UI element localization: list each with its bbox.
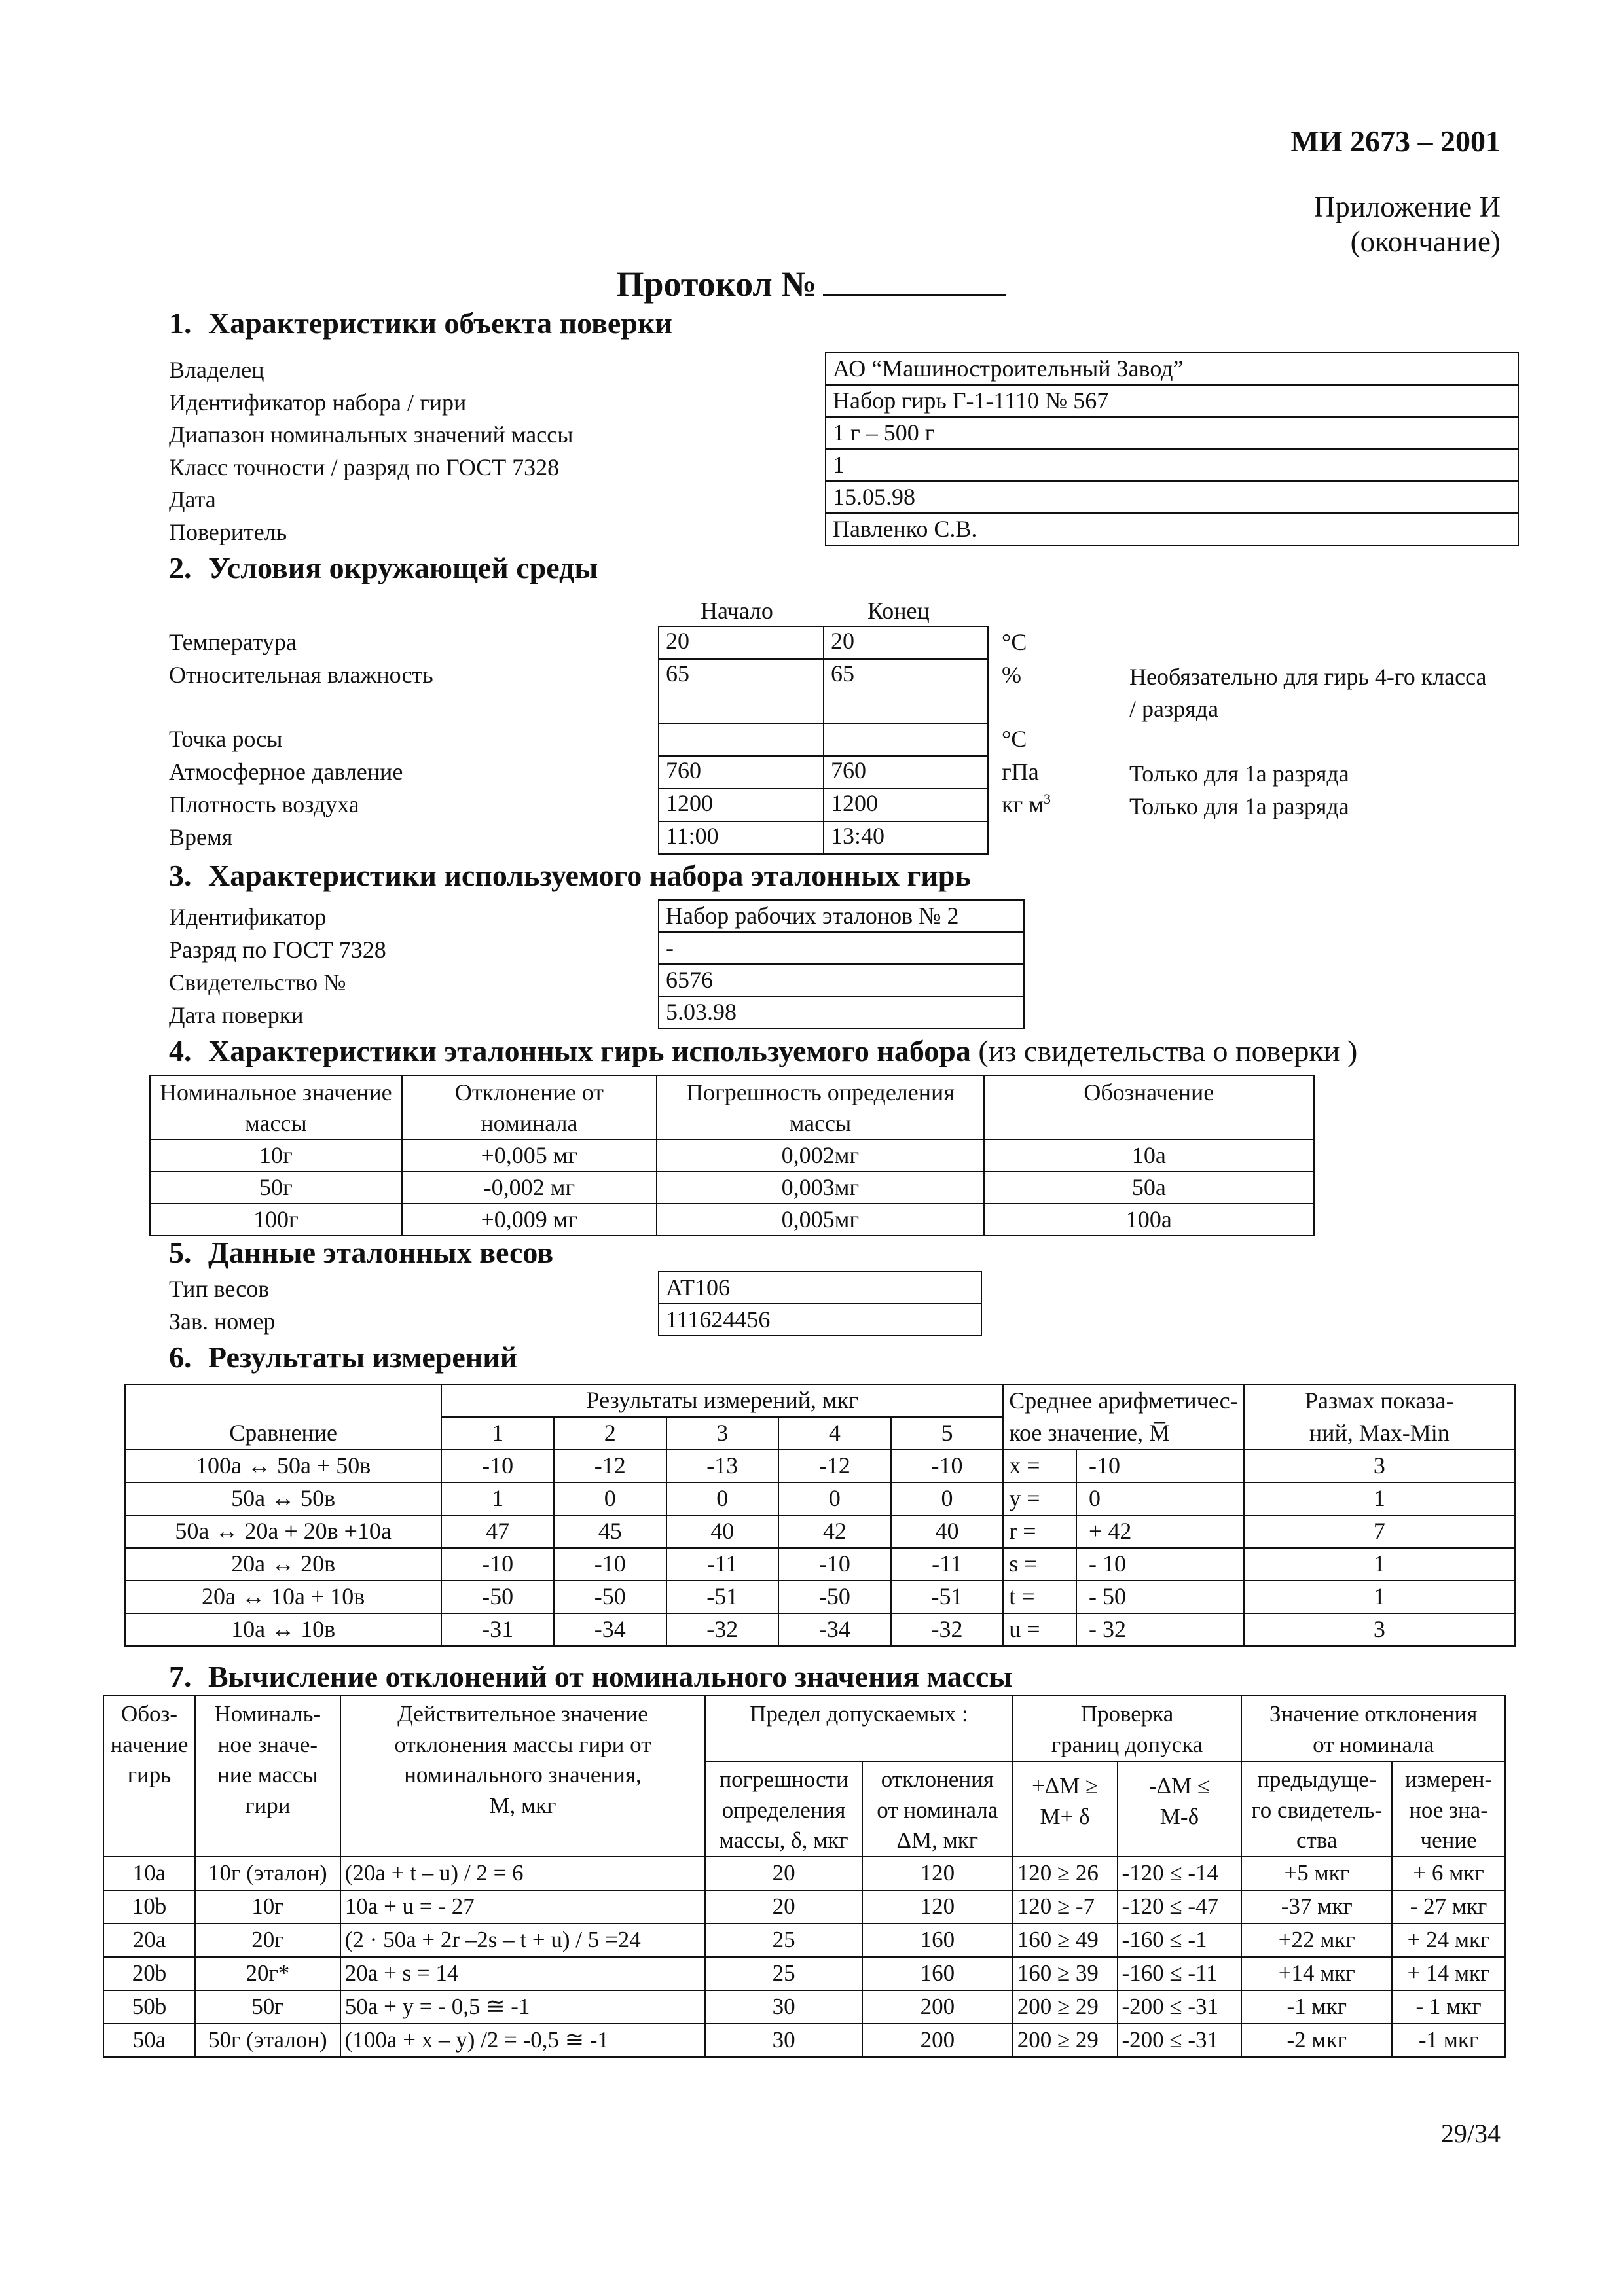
previous-deviation-cell: +14 мкг bbox=[1241, 1957, 1392, 1990]
measured-deviation-cell: - 1 мкг bbox=[1392, 1990, 1505, 2024]
check-minus-header: -ΔM ≤ M-δ bbox=[1118, 1761, 1242, 1857]
mean-symbol-cell: u = bbox=[1003, 1613, 1076, 1646]
section-title: Данные эталонных весов bbox=[208, 1236, 554, 1269]
field-label: Поверитель bbox=[169, 518, 287, 545]
result-row bbox=[125, 1450, 1515, 1482]
condition-start: 11:00 bbox=[659, 821, 824, 854]
measurement-cell: -50 bbox=[778, 1581, 891, 1613]
measured-deviation-cell: - 27 мкг bbox=[1392, 1890, 1505, 1924]
limit-deviation-cell: 160 bbox=[862, 1957, 1013, 1990]
mean-value-cell: - 10 bbox=[1076, 1548, 1244, 1581]
mean-symbol-cell: x = bbox=[1003, 1450, 1076, 1482]
measurement-cell: 0 bbox=[554, 1482, 666, 1515]
measurement-cell: 0 bbox=[778, 1482, 891, 1515]
limit-deviation-cell: 120 bbox=[862, 1857, 1013, 1890]
table-row bbox=[150, 1172, 1314, 1204]
section-number: 7. bbox=[169, 1660, 192, 1693]
comparison-cell: 20a ↔ 10a + 10в bbox=[125, 1581, 441, 1613]
condition-unit: гПа bbox=[1002, 759, 1039, 785]
measurement-cell: -32 bbox=[666, 1613, 779, 1646]
condition-label: Точка росы bbox=[169, 726, 283, 752]
compare-header: Сравнение bbox=[125, 1417, 441, 1450]
comparison-cell: 50a ↔ 50в bbox=[125, 1482, 441, 1515]
condition-note: Необязательно для гирь 4-го класса / разряда bbox=[1129, 664, 1487, 722]
table-cell: +0,009 мг bbox=[402, 1204, 657, 1236]
actual-deviation-cell: 10a + u = - 27 bbox=[340, 1890, 705, 1924]
deviation-value-header: Значение отклонения от номинала bbox=[1241, 1696, 1505, 1761]
range-cell: 1 bbox=[1244, 1548, 1515, 1581]
check-minus-cell: -160 ≤ -1 bbox=[1118, 1924, 1242, 1957]
table-cell: -0,002 мг bbox=[402, 1172, 657, 1204]
column-header: Обозначение bbox=[984, 1075, 1314, 1139]
measurement-column-header: 5 bbox=[891, 1417, 1004, 1450]
field-row bbox=[826, 417, 1518, 449]
mean-value-cell: -10 bbox=[1076, 1450, 1244, 1482]
mean-header bbox=[1003, 1384, 1243, 1417]
table-cell: 50г bbox=[150, 1172, 402, 1204]
section-title: Условия окружающей среды bbox=[208, 551, 598, 584]
section-number: 6. bbox=[169, 1340, 192, 1374]
deviation-calculation-table bbox=[103, 1695, 1506, 2058]
limit-error-cell: 25 bbox=[705, 1924, 862, 1957]
limit-error-cell: 25 bbox=[705, 1957, 862, 1990]
limit-deviation-cell: 160 bbox=[862, 1924, 1013, 1957]
section-1-heading bbox=[169, 305, 672, 341]
deviation-row bbox=[103, 1890, 1505, 1924]
section-1-values-table bbox=[825, 352, 1519, 546]
tolerance-check-header: Проверка границ допуска bbox=[1013, 1696, 1242, 1761]
measurement-cell: -32 bbox=[891, 1613, 1004, 1646]
check-plus-cell: 200 ≥ 29 bbox=[1013, 1990, 1118, 2024]
field-label: Идентификатор набора / гири bbox=[169, 389, 467, 416]
condition-note: Только для 1а разряда bbox=[1129, 793, 1349, 819]
previous-deviation-cell: -37 мкг bbox=[1241, 1890, 1392, 1924]
previous-certificate-header: предыдуще- го свидетель- ства bbox=[1241, 1761, 1392, 1857]
deviation-row bbox=[103, 2024, 1505, 2057]
measurement-cell: -10 bbox=[554, 1548, 666, 1581]
measurement-cell: -10 bbox=[778, 1548, 891, 1581]
check-minus-cell: -200 ≤ -31 bbox=[1118, 2024, 1242, 2057]
section-5-values-table bbox=[658, 1271, 982, 1336]
measured-deviation-cell: + 14 мкг bbox=[1392, 1957, 1505, 1990]
condition-start: 1200 bbox=[659, 789, 824, 821]
range-header bbox=[1244, 1384, 1515, 1417]
designation-cell: 50a bbox=[103, 2024, 195, 2057]
column-end-label: Конец bbox=[867, 598, 930, 624]
comparison-cell: 10a ↔ 10в bbox=[125, 1613, 441, 1646]
measured-deviation-cell: + 6 мкг bbox=[1392, 1857, 1505, 1890]
actual-deviation-cell: (2 · 50a + 2r –2s – t + u) / 5 =24 bbox=[340, 1924, 705, 1957]
check-plus-cell: 160 ≥ 39 bbox=[1013, 1957, 1118, 1990]
column-header: Номинальное значение массы bbox=[150, 1075, 402, 1139]
column-start-label: Начало bbox=[701, 598, 773, 624]
designation-header: Обоз- начение гирь bbox=[103, 1696, 195, 1857]
check-plus-cell: 120 ≥ -7 bbox=[1013, 1890, 1118, 1924]
condition-row bbox=[659, 723, 988, 756]
measurement-cell: -34 bbox=[554, 1613, 666, 1646]
measurement-cell: 40 bbox=[666, 1515, 779, 1548]
condition-label: Атмосферное давление bbox=[169, 759, 403, 785]
measurement-cell: -50 bbox=[554, 1581, 666, 1613]
condition-label: Температура bbox=[169, 629, 297, 655]
table-row bbox=[150, 1139, 1314, 1172]
nominal-cell: 50г bbox=[195, 1990, 340, 2024]
condition-row bbox=[659, 789, 988, 821]
environment-table bbox=[658, 626, 989, 855]
previous-deviation-cell: -1 мкг bbox=[1241, 1990, 1392, 2024]
section-title: Результаты измерений bbox=[208, 1340, 518, 1374]
condition-label: Относительная влажность bbox=[169, 662, 433, 688]
range-cell: 3 bbox=[1244, 1613, 1515, 1646]
measurement-column-header: 2 bbox=[554, 1417, 666, 1450]
table-cell: 50a bbox=[984, 1172, 1314, 1204]
measurement-cell: 47 bbox=[441, 1515, 554, 1548]
field-value: 5.03.98 bbox=[659, 996, 1024, 1028]
check-minus-cell: -200 ≤ -31 bbox=[1118, 1990, 1242, 2024]
field-label: Диапазон номинальных значений массы bbox=[169, 422, 574, 448]
condition-start: 760 bbox=[659, 756, 824, 789]
unit-exponent: 3 bbox=[1044, 791, 1051, 807]
measurement-results-table bbox=[124, 1384, 1516, 1647]
result-row bbox=[125, 1515, 1515, 1548]
field-value: 15.05.98 bbox=[826, 481, 1518, 513]
comparison-cell: 20a ↔ 20в bbox=[125, 1548, 441, 1581]
field-value: АО “Машиностроительный Завод” bbox=[826, 353, 1518, 385]
appendix-label bbox=[1314, 190, 1501, 259]
results-group-header: Результаты измерений, мкг bbox=[441, 1384, 1003, 1417]
range-header-line1: Размах показа- bbox=[1305, 1387, 1454, 1414]
check-minus-cell: -120 ≤ -47 bbox=[1118, 1890, 1242, 1924]
section-3-heading bbox=[169, 857, 971, 893]
field-value: Павленко С.В. bbox=[826, 513, 1518, 545]
measurement-cell: -12 bbox=[778, 1450, 891, 1482]
mean-value-cell: - 50 bbox=[1076, 1581, 1244, 1613]
table-row bbox=[150, 1204, 1314, 1236]
section-2-heading bbox=[169, 550, 598, 586]
condition-unit: % bbox=[1002, 662, 1021, 688]
field-label: Класс точности / разряд по ГОСТ 7328 bbox=[169, 454, 560, 480]
field-row bbox=[826, 385, 1518, 417]
section-title: Характеристики используемого набора эталонных гирь bbox=[208, 859, 971, 892]
condition-unit: кг $м^3$ bbox=[1002, 791, 1051, 817]
field-row bbox=[826, 481, 1518, 513]
limits-header: Предел допускаемых : bbox=[705, 1696, 1013, 1761]
section-number: 5. bbox=[169, 1236, 192, 1269]
actual-deviation-cell: (20a + t – u) / 2 = 6 bbox=[340, 1857, 705, 1890]
condition-label: Плотность воздуха bbox=[169, 791, 359, 817]
measurement-cell: -10 bbox=[441, 1548, 554, 1581]
table-cell: 10г bbox=[150, 1139, 402, 1172]
deviation-row bbox=[103, 1957, 1505, 1990]
nominal-header: Номиналь- ное значе- ние массы гири bbox=[195, 1696, 340, 1857]
mean-header-line1: Среднее арифметичес- bbox=[1009, 1387, 1238, 1414]
condition-end bbox=[824, 723, 988, 756]
condition-end: 1200 bbox=[824, 789, 988, 821]
nominal-cell: 50г (эталон) bbox=[195, 2024, 340, 2057]
measurement-column-header: 4 bbox=[778, 1417, 891, 1450]
field-label: Свидетельство № bbox=[169, 969, 346, 996]
measurement-cell: -11 bbox=[666, 1548, 779, 1581]
designation-cell: 20a bbox=[103, 1924, 195, 1957]
condition-label: Время bbox=[169, 824, 233, 850]
protocol-number-blank bbox=[823, 266, 1006, 296]
field-value: Набор рабочих эталонов № 2 bbox=[659, 900, 1024, 932]
nominal-cell: 20г bbox=[195, 1924, 340, 1957]
condition-unit: °C bbox=[1002, 726, 1027, 752]
field-value: - bbox=[659, 932, 1024, 964]
measurement-cell: -50 bbox=[441, 1581, 554, 1613]
designation-cell: 10b bbox=[103, 1890, 195, 1924]
measurement-column-header: 3 bbox=[666, 1417, 779, 1450]
section-title: Характеристики объекта поверки bbox=[208, 306, 672, 340]
limit-deviation-cell: 120 bbox=[862, 1890, 1013, 1924]
condition-row bbox=[659, 821, 988, 854]
table-cell: 0,002мг bbox=[657, 1139, 983, 1172]
designation-cell: 20b bbox=[103, 1957, 195, 1990]
measurement-cell: 40 bbox=[891, 1515, 1004, 1548]
field-label: Разряд по ГОСТ 7328 bbox=[169, 937, 386, 963]
field-value: Набор гирь Г-1-1110 № 567 bbox=[826, 385, 1518, 417]
section-6-heading bbox=[169, 1339, 517, 1375]
condition-end: 13:40 bbox=[824, 821, 988, 854]
field-row bbox=[659, 996, 1024, 1028]
mean-value-cell: - 32 bbox=[1076, 1613, 1244, 1646]
actual-deviation-cell: (100a + x – y) /2 = -0,5 ≅ -1 bbox=[340, 2024, 705, 2057]
measurement-cell: -12 bbox=[554, 1450, 666, 1482]
section-3-values-table bbox=[658, 899, 1025, 1029]
result-row bbox=[125, 1613, 1515, 1646]
result-row bbox=[125, 1548, 1515, 1581]
condition-end: 20 bbox=[824, 626, 988, 659]
check-minus-cell: -120 ≤ -14 bbox=[1118, 1857, 1242, 1890]
mean-symbol-cell: t = bbox=[1003, 1581, 1076, 1613]
table-cell: 0,003мг bbox=[657, 1172, 983, 1204]
range-cell: 3 bbox=[1244, 1450, 1515, 1482]
document-code: МИ 2673 – 2001 bbox=[1290, 124, 1501, 158]
condition-row bbox=[659, 626, 988, 659]
section-number: 2. bbox=[169, 551, 192, 584]
mean-value-cell: + 42 bbox=[1076, 1515, 1244, 1548]
table-header-row bbox=[150, 1075, 1314, 1139]
table-cell: 100г bbox=[150, 1204, 402, 1236]
check-plus-cell: 160 ≥ 49 bbox=[1013, 1924, 1118, 1957]
condition-row bbox=[659, 756, 988, 789]
check-plus-cell: 200 ≥ 29 bbox=[1013, 2024, 1118, 2057]
check-plus-header: +ΔM ≥ M+ δ bbox=[1013, 1761, 1118, 1857]
condition-note: Только для 1а разряда bbox=[1129, 761, 1349, 787]
protocol-title bbox=[0, 263, 1623, 306]
section-number: 4. bbox=[169, 1034, 192, 1067]
limit-error-header: погрешности определения массы, δ, мкг bbox=[705, 1761, 862, 1857]
condition-end: 65 bbox=[824, 659, 988, 723]
section-title: Характеристики эталонных гирь используемого набора bbox=[208, 1034, 971, 1067]
measurement-cell: -31 bbox=[441, 1613, 554, 1646]
nominal-cell: 10г (эталон) bbox=[195, 1857, 340, 1890]
field-row bbox=[659, 932, 1024, 964]
measured-value-header: измерен- ное зна- чение bbox=[1392, 1761, 1505, 1857]
section-number: 1. bbox=[169, 306, 192, 340]
deviation-row bbox=[103, 1990, 1505, 2024]
condition-unit: °C bbox=[1002, 629, 1027, 655]
measurement-cell: -10 bbox=[891, 1450, 1004, 1482]
field-row bbox=[659, 964, 1024, 996]
range-cell: 1 bbox=[1244, 1482, 1515, 1515]
field-row bbox=[659, 1304, 981, 1336]
protocol-title-text: Протокол № bbox=[616, 264, 817, 304]
actual-deviation-cell: 50a + y = - 0,5 ≅ -1 bbox=[340, 1990, 705, 2024]
measurement-cell: -13 bbox=[666, 1450, 779, 1482]
field-value: AT106 bbox=[659, 1272, 981, 1304]
limit-deviation-cell: 200 bbox=[862, 1990, 1013, 2024]
field-value: 1 г – 500 г bbox=[826, 417, 1518, 449]
appendix-suffix: (окончание) bbox=[1350, 225, 1501, 259]
measured-deviation-cell: -1 мкг bbox=[1392, 2024, 1505, 2057]
designation-cell: 10a bbox=[103, 1857, 195, 1890]
deviation-row bbox=[103, 1857, 1505, 1890]
field-label: Идентификатор bbox=[169, 904, 327, 930]
condition-start bbox=[659, 723, 824, 756]
section-7-heading bbox=[169, 1659, 1012, 1695]
limit-error-cell: 30 bbox=[705, 2024, 862, 2057]
section-title-note: (из свидетельства о поверки ) bbox=[978, 1034, 1358, 1067]
table-cell: 10a bbox=[984, 1139, 1314, 1172]
comparison-cell: 50a ↔ 20a + 20в +10a bbox=[125, 1515, 441, 1548]
measurement-cell: -34 bbox=[778, 1613, 891, 1646]
section-4-heading bbox=[169, 1033, 1357, 1069]
appendix-line: Приложение И bbox=[1313, 190, 1501, 223]
condition-row bbox=[659, 659, 988, 723]
mean-header-line2: кое значение, M̅ bbox=[1003, 1417, 1243, 1450]
actual-deviation-header: Действительное значение отклонения массы гири от номинального значения, M, мкг bbox=[340, 1696, 705, 1857]
deviation-row bbox=[103, 1924, 1505, 1957]
nominal-cell: 20г* bbox=[195, 1957, 340, 1990]
reference-weights-table bbox=[149, 1075, 1315, 1236]
check-minus-cell: -160 ≤ -11 bbox=[1118, 1957, 1242, 1990]
measurement-cell: 45 bbox=[554, 1515, 666, 1548]
section-number: 3. bbox=[169, 859, 192, 892]
field-label: Дата bbox=[169, 486, 216, 512]
field-value: 1 bbox=[826, 449, 1518, 481]
range-cell: 7 bbox=[1244, 1515, 1515, 1548]
field-row bbox=[659, 1272, 981, 1304]
column-header: Погрешность определения массы bbox=[657, 1075, 983, 1139]
condition-start: 20 bbox=[659, 626, 824, 659]
mean-value-cell: 0 bbox=[1076, 1482, 1244, 1515]
nominal-cell: 10г bbox=[195, 1890, 340, 1924]
measurement-cell: 42 bbox=[778, 1515, 891, 1548]
section-5-heading bbox=[169, 1234, 553, 1270]
previous-deviation-cell: +5 мкг bbox=[1241, 1857, 1392, 1890]
result-row bbox=[125, 1581, 1515, 1613]
previous-deviation-cell: +22 мкг bbox=[1241, 1924, 1392, 1957]
results-header-blank bbox=[125, 1384, 441, 1417]
limit-error-cell: 20 bbox=[705, 1857, 862, 1890]
field-label: Дата поверки bbox=[169, 1002, 304, 1028]
measurement-cell: 0 bbox=[891, 1482, 1004, 1515]
field-row bbox=[826, 513, 1518, 545]
mean-symbol-cell: s = bbox=[1003, 1548, 1076, 1581]
range-header-line2: ний, Max-Min bbox=[1244, 1417, 1515, 1450]
section-title: Вычисление отклонений от номинального значения массы bbox=[208, 1660, 1013, 1693]
table-cell: +0,005 мг bbox=[402, 1139, 657, 1172]
check-plus-cell: 120 ≥ 26 bbox=[1013, 1857, 1118, 1890]
measurement-cell: 1 bbox=[441, 1482, 554, 1515]
condition-start: 65 bbox=[659, 659, 824, 723]
condition-end: 760 bbox=[824, 756, 988, 789]
previous-deviation-cell: -2 мкг bbox=[1241, 2024, 1392, 2057]
designation-cell: 50b bbox=[103, 1990, 195, 2024]
field-label: Зав. номер bbox=[169, 1308, 276, 1335]
table-cell: 100a bbox=[984, 1204, 1314, 1236]
field-label: Владелец bbox=[169, 357, 264, 383]
comparison-cell: 100a ↔ 50a + 50в bbox=[125, 1450, 441, 1482]
measurement-cell: -51 bbox=[891, 1581, 1004, 1613]
result-row bbox=[125, 1482, 1515, 1515]
range-cell: 1 bbox=[1244, 1581, 1515, 1613]
measurement-column-header: 1 bbox=[441, 1417, 554, 1450]
measurement-cell: -11 bbox=[891, 1548, 1004, 1581]
field-row bbox=[826, 353, 1518, 385]
limit-deviation-header: отклонения от номинала ΔM, мкг bbox=[862, 1761, 1013, 1857]
measurement-cell: -10 bbox=[441, 1450, 554, 1482]
limit-error-cell: 20 bbox=[705, 1890, 862, 1924]
field-value: 111624456 bbox=[659, 1304, 981, 1336]
actual-deviation-cell: 20a + s = 14 bbox=[340, 1957, 705, 1990]
field-value: 6576 bbox=[659, 964, 1024, 996]
measurement-cell: -51 bbox=[666, 1581, 779, 1613]
field-label: Тип весов bbox=[169, 1276, 270, 1302]
limit-error-cell: 30 bbox=[705, 1990, 862, 2024]
field-row bbox=[826, 449, 1518, 481]
measured-deviation-cell: + 24 мкг bbox=[1392, 1924, 1505, 1957]
page-number: 29/34 bbox=[1440, 2119, 1501, 2148]
column-header: Отклонение от номинала bbox=[402, 1075, 657, 1139]
measurement-cell: 0 bbox=[666, 1482, 779, 1515]
mean-symbol-cell: y = bbox=[1003, 1482, 1076, 1515]
table-cell: 0,005мг bbox=[657, 1204, 983, 1236]
field-row bbox=[659, 900, 1024, 932]
mean-symbol-cell: r = bbox=[1003, 1515, 1076, 1548]
limit-deviation-cell: 200 bbox=[862, 2024, 1013, 2057]
